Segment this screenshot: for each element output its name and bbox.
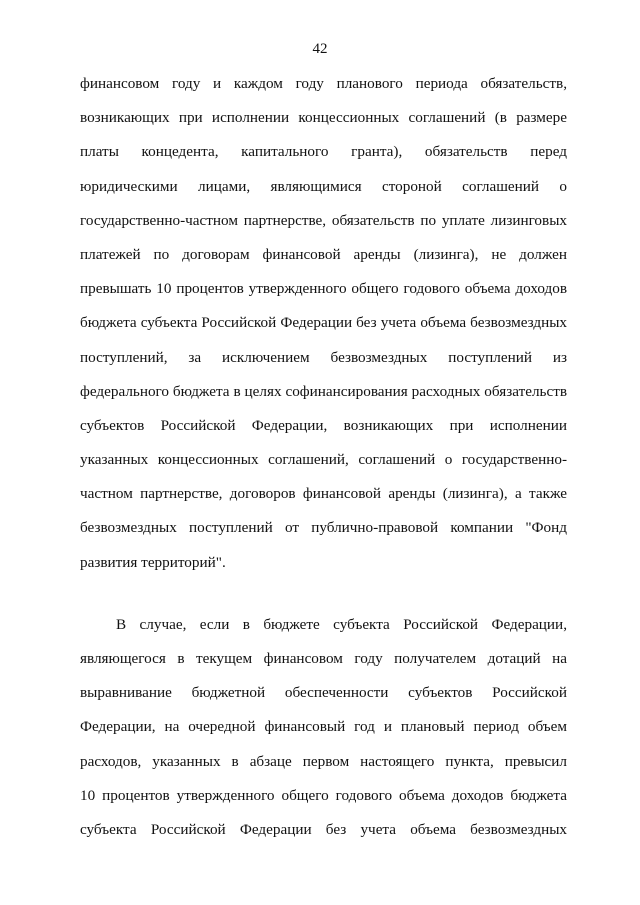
text-line: Федерации, на очередной финансовый год и плановый период объем: [80, 718, 567, 736]
text-line: безвозмездных поступлений от публично-правовой компании "Фонд: [80, 519, 567, 537]
text-line: платежей по договорам финансовой аренды (лизинга), не должен: [80, 245, 567, 263]
text-line: являющегося в текущем финансовом году получателем дотаций на: [80, 650, 567, 667]
text-line: юридическими лицами, являющимися стороной соглашений о: [80, 177, 567, 195]
text-line: 10 процентов утвержденного общего годового объема доходов бюджета: [80, 786, 567, 804]
text-line: финансовом году и каждом году планового периода обязательств,: [80, 75, 567, 92]
page-number: 42: [312, 41, 328, 57]
text-line: государственно-частном партнерстве, обязательств по уплате лизинговых: [80, 211, 567, 229]
text-line: развития территорий".: [80, 553, 226, 571]
paragraph-spacer: [80, 587, 567, 615]
text-line: платы концедента, капитального гранта), обязательств перед: [80, 143, 567, 161]
text-line: указанных концессионных соглашений, соглашений о государственно-: [80, 451, 567, 469]
text-line: поступлений, за исключением безвозмездных поступлений из: [80, 348, 567, 366]
text-line: В случае, если в бюджете субъекта Российской Федерации,: [116, 615, 567, 633]
text-line: субъекта Российской Федерации без учета объема безвозмездных: [80, 820, 567, 838]
document-body: [80, 74, 567, 854]
paragraph-1: [80, 74, 567, 587]
text-line: частном партнерстве, договоров финансовой аренды (лизинга), а также: [80, 485, 567, 503]
text-line: превышать 10 процентов утвержденного общего годового объема доходов: [80, 280, 567, 298]
text-line: бюджета субъекта Российской Федерации без учета объема безвозмездных: [80, 314, 567, 332]
text-line: федерального бюджета в целях софинансирования расходных обязательств: [80, 382, 567, 400]
text-line: возникающих при исполнении концессионных соглашений (в размере: [80, 109, 567, 127]
text-line: субъектов Российской Федерации, возникающих при исполнении: [80, 416, 567, 434]
paragraph-2: [80, 615, 567, 854]
text-line: выравнивание бюджетной обеспеченности субъектов Российской: [80, 684, 567, 702]
text-line: расходов, указанных в абзаце первом настоящего пункта, превысил: [80, 752, 567, 770]
